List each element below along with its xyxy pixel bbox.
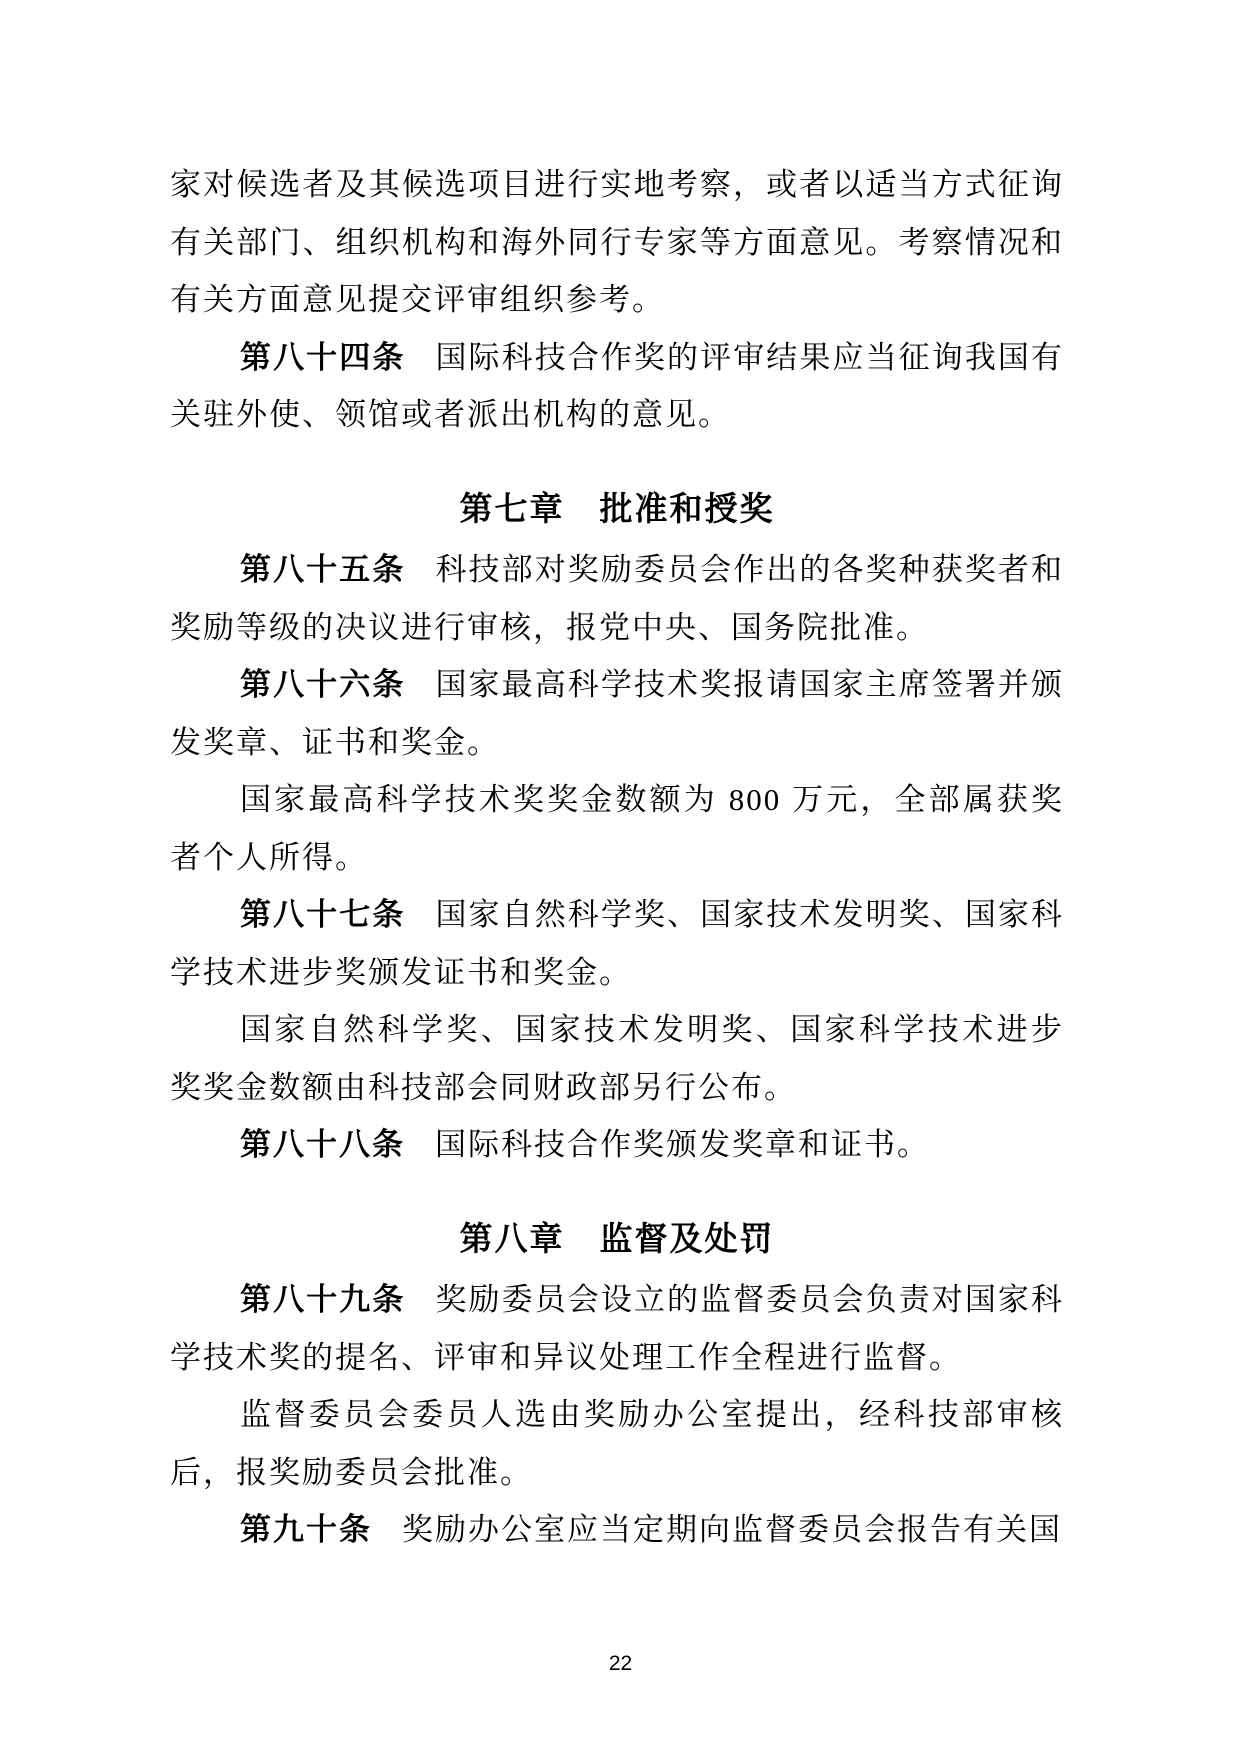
paragraph <box>170 771 1064 886</box>
paragraph-text: 国际科技合作奖的评审结果应当征询我国有关驻外使、领馆或者派出机构的意见。 <box>170 339 1065 432</box>
paragraph-article-89 <box>170 1271 1064 1386</box>
paragraph-article-88 <box>170 1116 1064 1174</box>
paragraph-text: 国家最高科学技术奖报请国家主席签署并颁发奖章、证书和奖金。 <box>170 667 1065 760</box>
paragraph-text: 国家自然科学奖、国家技术发明奖、国家科学技术进步奖颁发证书和奖金。 <box>170 897 1065 990</box>
paragraph-text: 国际科技合作奖颁发奖章和证书。 <box>435 1127 930 1162</box>
chapter-heading-8: 第八章 监督及处罚 <box>459 1219 775 1257</box>
article-number: 第八十七条 <box>240 897 406 932</box>
article-number: 第八十五条 <box>240 552 406 587</box>
paragraph-text: 国家自然科学奖、国家技术发明奖、国家科学技术进步奖奖金数额由科技部会同财政部另行公布。 <box>170 1012 1064 1105</box>
article-number: 第八十八条 <box>240 1127 405 1162</box>
paragraph <box>170 1386 1064 1501</box>
chapter-heading-7: 第七章 批准和授奖 <box>459 489 775 527</box>
paragraph-text: 家对候选者及其候选项目进行实地考察，或者以适当方式征询有关部门、组织机构和海外同行专家等方面意见。考察情况和有关方面意见提交评审组织参考。 <box>170 167 1064 317</box>
paragraph-article-90 <box>170 1501 1064 1559</box>
paragraph-article-84 <box>170 329 1064 444</box>
paragraph-article-87 <box>170 886 1064 1001</box>
article-number: 第八十九条 <box>240 1282 406 1317</box>
paragraph <box>170 1001 1064 1116</box>
paragraph-text: 国家最高科学技术奖奖金数额为 800 万元，全部属获奖者个人所得。 <box>170 782 1064 875</box>
paragraph-text: 奖励办公室应当定期向监督委员会报告有关国 <box>402 1512 1062 1547</box>
paragraph-text: 科技部对奖励委员会作出的各奖种获奖者和奖励等级的决议进行审核，报党中央、国务院批准。 <box>170 552 1065 645</box>
article-number: 第九十条 <box>240 1512 372 1547</box>
article-number: 第八十四条 <box>240 339 406 375</box>
paragraph-article-85 <box>170 541 1064 656</box>
paragraph <box>170 156 1064 329</box>
paragraph-text: 奖励委员会设立的监督委员会负责对国家科学技术奖的提名、评审和异议处理工作全程进行监督。 <box>170 1282 1065 1375</box>
article-number: 第八十六条 <box>240 667 406 702</box>
paragraph-text: 监督委员会委员人选由奖励办公室提出，经科技部审核后，报奖励委员会批准。 <box>170 1397 1064 1490</box>
page-number: 22 <box>608 1652 633 1675</box>
paragraph-article-86 <box>170 656 1064 771</box>
page-body <box>170 156 1064 1559</box>
